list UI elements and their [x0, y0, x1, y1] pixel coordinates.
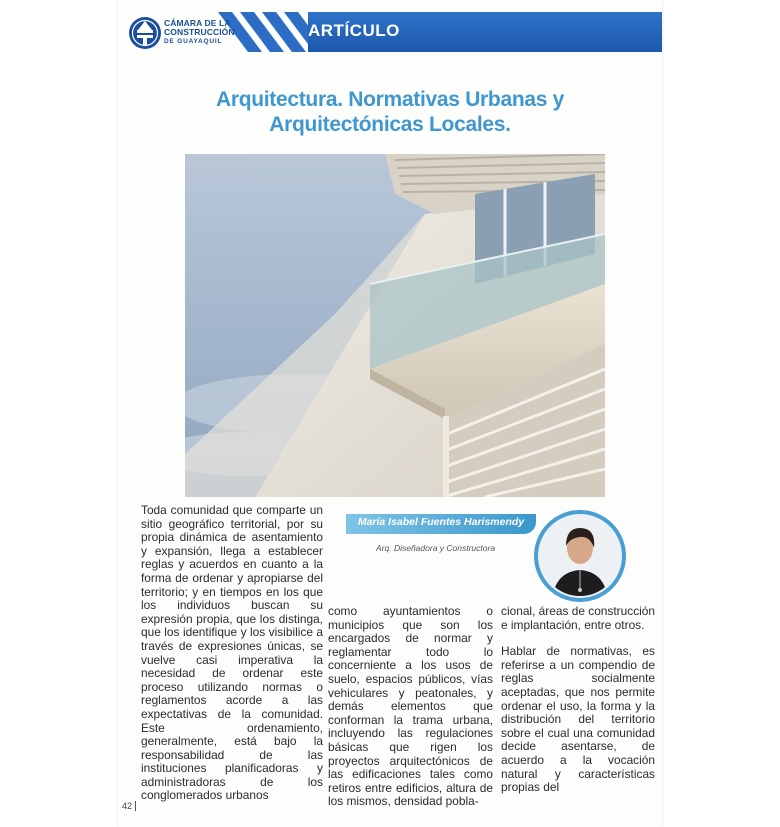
page-header [118, 12, 662, 52]
paragraph: como ayuntamientos o municipios que son los encargados de normar y reglamentar todo lo concerniente a los usos de suelo, espacios públicos, vías vehiculares y peatonales, y demás elementos que conforman la trama urbana, incluyendo las regulaciones básicas que rigen los proyectos arquitectónicos de las edificaciones tales como retiros entre edificios, altura de los mismos, densidad pobla- [328, 604, 493, 809]
building-balcony-photo [185, 154, 605, 497]
article-title-line2: Arquitectónicas Locales. [269, 113, 511, 136]
paragraph: Toda comunidad que comparte un sitio geográfico territorial, por su propia dinámica de asentamiento y expansión, llega a establecer reglas y acuerdos en cuanto a la forma de ordenar y apropiarse del territorio; y en tiempos en los que los individuos buscan su expresión propia, que los distinga, que los identifique y los visibilice a través de expresiones únicas, se vuelve casi imperativa la necesidad de ordenar este proceso utilizando normas o reglamentos acorde a las expectativas de la comunidad. Este ordenamiento, generalmente, está bajo la responsabilidad de las instituciones planificadoras y administradoras de los conglomerados urbanos [141, 503, 323, 803]
building-arrow-logo-icon [128, 16, 162, 50]
body-column-3 [501, 605, 655, 795]
author-role: Arq. Diseñadora y Constructora [376, 543, 496, 553]
section-label: ARTÍCULO [308, 21, 400, 40]
org-name-line2: CONSTRUCCIÓN [164, 27, 235, 37]
article-title [118, 87, 662, 137]
org-name [164, 19, 235, 46]
magazine-page [118, 0, 662, 827]
paragraph: Hablar de normativas, es referirse a un compendio de reglas socialmente aceptadas, que nos permite ordenar el uso, la forma y la distribución del territorio sobre el cual una comunidad decide asentarse, de acuerdo a la vocación natural y características propias del [501, 644, 655, 795]
org-name-line3: DE GUAYAQUIL [164, 38, 223, 45]
body-column-1 [141, 504, 323, 803]
author-portrait [534, 510, 626, 602]
paragraph: cional, áreas de construcción e implantación, entre otros. [501, 604, 656, 632]
author-name: María Isabel Fuentes Harismendy [357, 516, 525, 528]
article-title-line1: Arquitectura. Normativas Urbanas y [215, 88, 565, 111]
body-column-2 [328, 605, 493, 809]
page-number: 42 [122, 801, 136, 811]
org-name-line1: CÁMARA DE LA [164, 18, 231, 28]
